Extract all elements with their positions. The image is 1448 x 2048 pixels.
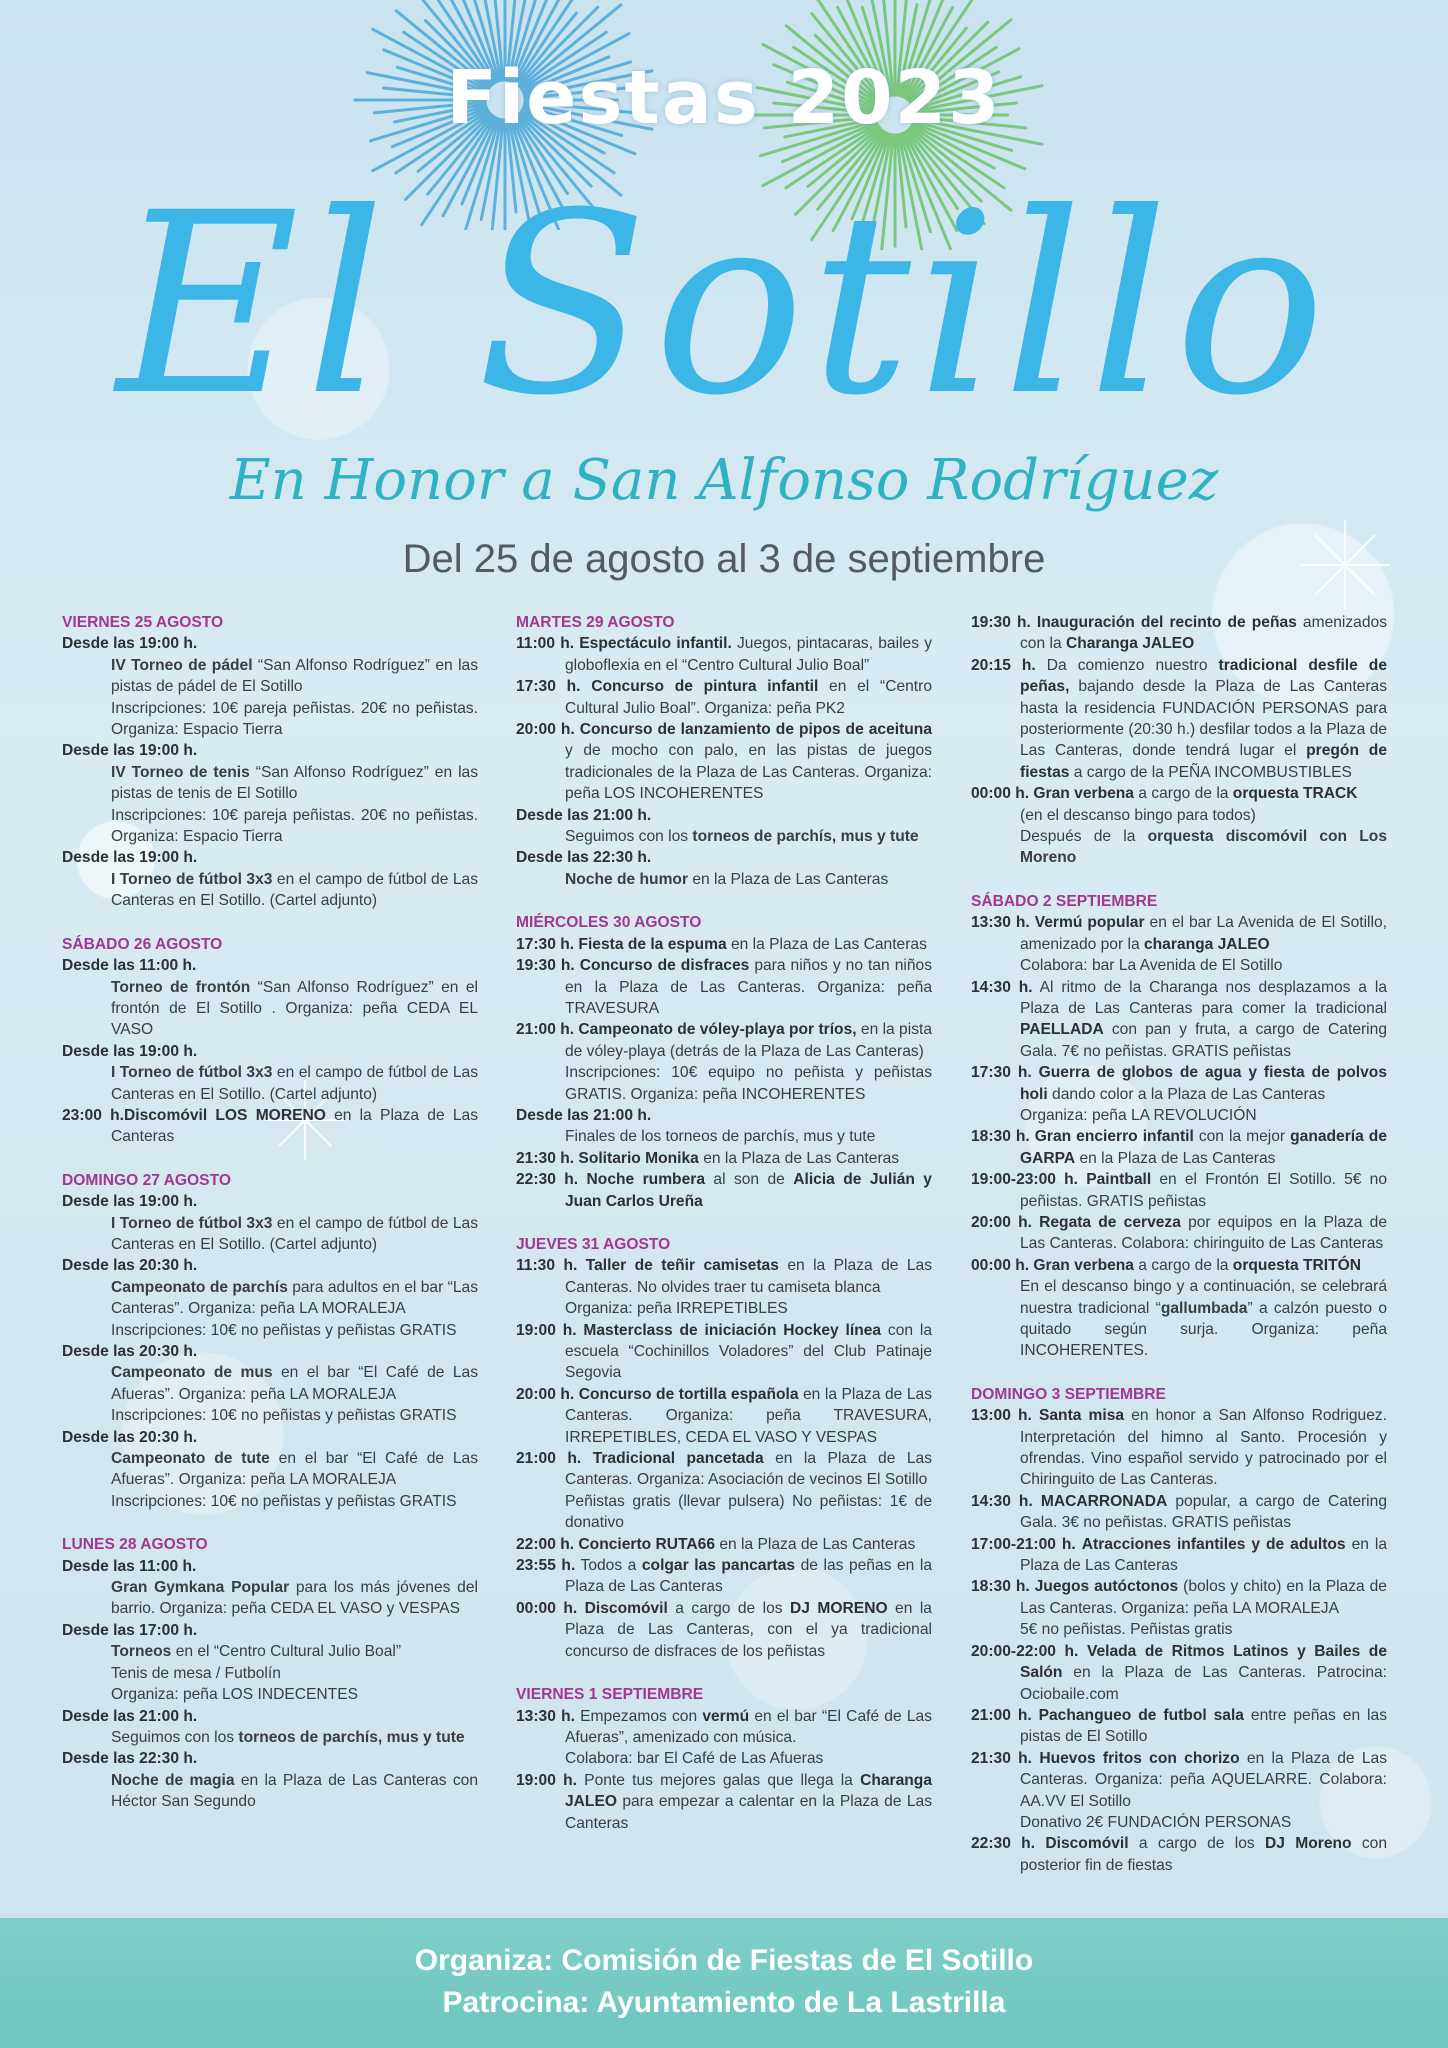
list-item: Noche de humor en la Plaza de Las Canteras	[565, 870, 889, 888]
list-item: 20:00 h. Concurso de lanzamiento de pipos de aceituna y de mocho con palo, en las pistas de juegos tradicionales de la Plaza de Las Canteras. Organiza: peña LOS INCOHERENTES	[516, 721, 932, 803]
list-item: En el descanso bingo y a continuación, se celebrará nuestra tradicional “gallumbada” a calzón puesto o quitado según surja. Organiza: peña INCOHERENTES.	[1020, 1278, 1387, 1360]
list-item: Torneos en el “Centro Cultural Julio Boal”	[111, 1643, 402, 1661]
list-item: Desde las 21:00 h.	[516, 806, 652, 824]
list-item: 20:00 h. Concurso de tortilla española en la Plaza de Las Canteras. Organiza: peña TRAVESURA, IRREPETIBLES, CEDA EL VASO Y VESPAS	[516, 1385, 932, 1446]
schedule-column-3	[971, 612, 1387, 1876]
list-item: IV Torneo de pádel “San Alfonso Rodríguez” en las pistas de pádel de El Sotillo	[111, 656, 479, 696]
list-item: 14:30 h. MACARRONADA popular, a cargo de Catering Gala. 3€ no peñistas. GRATIS peñistas	[971, 1492, 1387, 1532]
list-item: 20:00 h. Regata de cerveza por equipos en la Plaza de Las Canteras. Colabora: chiringuito de Las Canteras	[971, 1213, 1387, 1253]
list-item: 21:30 h. Solitario Monika en la Plaza de Las Canteras	[516, 1149, 900, 1167]
list-item: 17:30 h. Concurso de pintura infantil en el “Centro Cultural Julio Boal”. Organiza: peña PK2	[516, 678, 932, 717]
list-item: Desde las 19:00 h.	[62, 635, 198, 653]
list-item: Desde las 20:30 h.	[62, 1343, 198, 1360]
list-item: 14:30 h. Al ritmo de la Charanga nos desplazamos a la Plaza de Las Canteras para comer la tradicional PAELLADA con pan y fruta, a cargo de Catering Gala. 7€ no peñistas. GRATIS peñistas	[971, 978, 1387, 1060]
list-item: 19:30 h. Inauguración del recinto de peñas amenizados con la Charanga JALEO	[971, 614, 1387, 653]
list-item: Campeonato de parchís para adultos en el bar “Las Canteras”. Organiza: peña LA MORALEJA	[111, 1278, 478, 1318]
list-item: Desde las 21:00 h.	[62, 1707, 198, 1725]
event-subtitle: En Honor a San Alfonso Rodríguez	[229, 448, 1219, 513]
list-item: Finales de los torneos de parchís, mus y tute	[565, 1128, 876, 1146]
header	[0, 0, 1448, 600]
list-item: 21:00 h. Pachangueo de futbol sala entre peñas en las pistas de El Sotillo	[971, 1706, 1387, 1746]
list-item: 11:30 h. Taller de teñir camisetas en la Plaza de Las Canteras. No olvides traer tu camiseta blanca	[516, 1257, 932, 1296]
schedule-column-1	[62, 612, 478, 1813]
list-item: Gran Gymkana Popular para los más jóvenes del barrio. Organiza: peña CEDA EL VASO y VESPAS	[111, 1579, 478, 1618]
day-heading: DOMINGO 3 SEPTIEMBRE	[971, 1385, 1166, 1403]
list-item: (en el descanso bingo para todos)	[1020, 806, 1256, 824]
list-item: Desde las 19:00 h.	[62, 1193, 198, 1211]
list-item: Inscripciones: 10€ no peñistas y peñistas GRATIS	[111, 1407, 457, 1425]
organizer-line: Organiza: Comisión de Fiestas de El Sotillo	[414, 1944, 1034, 1977]
list-item: 00:00 h. Gran verbena a cargo de la orquesta TRACK	[971, 785, 1358, 803]
list-item: Desde las 11:00 h.	[62, 1557, 197, 1575]
list-item: Desde las 19:00 h.	[62, 849, 198, 867]
list-item: 13:00 h. Santa misa en honor a San Alfonso Rodriguez. Interpretación del himno al Santo. Procesión y ofrendas. Vino español servido y patrocinado por el Chiringuito de Las Canteras.	[971, 1407, 1387, 1489]
list-item: 00:00 h. Discomóvil a cargo de los DJ MORENO en la Plaza de Las Canteras, con el ya tradicional concurso de disfraces de los peñistas	[516, 1599, 932, 1660]
list-item: 5€ no peñistas. Peñistas gratis	[1020, 1621, 1233, 1639]
list-item: Desde las 22:30 h.	[516, 849, 652, 867]
list-item: 22:30 h. Discomóvil a cargo de los DJ Moreno con posterior fin de fiestas	[971, 1835, 1388, 1874]
event-title: El Sotillo	[116, 159, 1332, 450]
list-item: 19:00 h. Masterclass de iniciación Hockey línea con la escuela “Cochinillos Voladores” del Club Patinaje Segovia	[516, 1321, 932, 1382]
list-item: 19:00 h. Ponte tus mejores galas que llega la Charanga JALEO para empezar a calentar en la Plaza de Las Canteras	[516, 1771, 933, 1832]
list-item: IV Torneo de tenis “San Alfonso Rodríguez” en las pistas de tenis de El Sotillo	[111, 763, 479, 803]
list-item: 18:30 h. Juegos autóctonos (bolos y chito) en la Plaza de Las Canteras. Organiza: peña LA MORALEJA	[971, 1578, 1387, 1617]
schedule-column-2	[516, 612, 932, 1834]
list-item: Desde las 19:00 h.	[62, 742, 198, 760]
list-item: Torneo de frontón “San Alfonso Rodríguez” en el frontón de El Sotillo . Organiza: peña CEDA EL VASO	[111, 978, 478, 1039]
list-item: Colabora: bar El Café de Las Afueras	[565, 1750, 824, 1768]
day-heading: DOMINGO 27 AGOSTO	[62, 1171, 231, 1189]
list-item: 13:30 h. Empezamos con vermú en el bar “El Café de Las Afueras”, amenizado con música.	[516, 1707, 932, 1746]
list-item: Desde las 20:30 h.	[62, 1428, 198, 1446]
day-heading: VIERNES 25 AGOSTO	[62, 614, 224, 631]
footer	[0, 1918, 1448, 2048]
list-item: 17:00-21:00 h. Atracciones infantiles y de adultos en la Plaza de Las Canteras	[971, 1535, 1387, 1575]
list-item: Colabora: bar La Avenida de El Sotillo	[1020, 957, 1283, 975]
list-item: Inscripciones: 10€ pareja peñistas. 20€ no peñistas. Organiza: Espacio Tierra	[111, 806, 478, 846]
list-item: 21:30 h. Huevos fritos con chorizo en la Plaza de Las Canteras. Organiza: peña AQUELARRE. Colabora: AA.VV El Sotillo	[971, 1749, 1388, 1810]
list-item: 19:30 h. Concurso de disfraces para niños y no tan niños en la Plaza de Las Canteras. Organiza: peña TRAVESURA	[516, 957, 932, 1017]
list-item: Campeonato de tute en el bar “El Café de Las Afueras”. Organiza: peña LA MORALEJA	[111, 1450, 478, 1489]
list-item: 21:00 h. Campeonato de vóley-playa por tríos, en la pista de vóley-playa (detrás de la Plaza de Las Canteras)	[516, 1021, 932, 1060]
list-item: Organiza: peña LOS INDECENTES	[111, 1686, 359, 1704]
list-item: 19:00-23:00 h. Paintball en el Frontón El Sotillo. 5€ no peñistas. GRATIS peñistas	[971, 1171, 1387, 1210]
day-heading: JUEVES 31 AGOSTO	[516, 1235, 671, 1253]
list-item: Peñistas gratis (llevar pulsera) No peñistas: 1€ de donativo	[565, 1492, 932, 1532]
list-item: 22:30 h. Noche rumbera al son de Alicia de Julián y Juan Carlos Ureña	[516, 1171, 932, 1210]
list-item: Inscripciones: 10€ no peñistas y peñistas GRATIS	[111, 1321, 457, 1339]
list-item: Desde las 20:30 h.	[62, 1257, 198, 1275]
event-dates: Del 25 de agosto al 3 de septiembre	[402, 537, 1046, 581]
day-heading: MARTES 29 AGOSTO	[516, 614, 675, 631]
list-item: 13:30 h. Vermú popular en el bar La Avenida de El Sotillo, amenizado por la charanga JALEO	[971, 914, 1387, 953]
day-heading: SÁBADO 2 SEPTIEMBRE	[971, 892, 1158, 910]
day-heading: LUNES 28 AGOSTO	[62, 1536, 208, 1554]
list-item: 17:30 h. Fiesta de la espuma en la Plaza de Las Canteras	[516, 935, 927, 953]
list-item: I Torneo de fútbol 3x3 en el campo de fútbol de Las Canteras en El Sotillo. (Cartel adjunto)	[111, 870, 478, 910]
list-item: Donativo 2€ FUNDACIÓN PERSONAS	[1020, 1813, 1292, 1831]
list-item: Seguimos con los torneos de parchís, mus y tute	[111, 1728, 465, 1746]
list-item: 22:00 h. Concierto RUTA66 en la Plaza de Las Canteras	[516, 1535, 916, 1553]
list-item: Organiza: peña LA REVOLUCIÓN	[1020, 1106, 1257, 1124]
list-item: Desde las 22:30 h.	[62, 1750, 198, 1768]
list-item: 18:30 h. Gran encierro infantil con la mejor ganadería de GARPA en la Plaza de Las Canteras	[971, 1128, 1387, 1167]
list-item: Inscripciones: 10€ equipo no peñista y peñistas GRATIS. Organiza: peña INCOHERENTES	[565, 1064, 932, 1103]
list-item: Desde las 19:00 h.	[62, 1042, 198, 1060]
event-kicker: Fiestas 2023	[446, 55, 1002, 141]
list-item: 00:00 h. Gran verbena a cargo de la orquesta TRITÓN	[971, 1256, 1362, 1274]
list-item: Noche de magia en la Plaza de Las Canteras con Héctor San Segundo	[111, 1771, 479, 1811]
list-item: I Torneo de fútbol 3x3 en el campo de fútbol de Las Canteras en El Sotillo. (Cartel adjunto)	[111, 1064, 478, 1103]
day-heading: MIÉRCOLES 30 AGOSTO	[516, 914, 702, 932]
list-item: 23:55 h. Todos a colgar las pancartas de las peñas en la Plaza de Las Canteras	[516, 1557, 932, 1596]
list-item: Seguimos con los torneos de parchís, mus y tute	[565, 828, 919, 846]
list-item: 20:00-22:00 h. Velada de Ritmos Latinos y Bailes de Salón en la Plaza de Las Canteras. Patrocina: Ociobaile.com	[971, 1642, 1387, 1703]
list-item: Campeonato de mus en el bar “El Café de Las Afueras”. Organiza: peña LA MORALEJA	[111, 1364, 478, 1403]
sponsor-line: Patrocina: Ayuntamiento de La Lastrilla	[442, 1986, 1006, 2019]
list-item: 23:00 h.Discomóvil LOS MORENO en la Plaza de Las Canteras	[62, 1106, 479, 1146]
list-item: 11:00 h. Espectáculo infantil. Juegos, pintacaras, bailes y globoflexia en el “Centro Cultural Julio Boal”	[516, 635, 932, 674]
list-item: Desde las 17:00 h.	[62, 1621, 198, 1639]
list-item: Inscripciones: 10€ no peñistas y peñistas GRATIS	[111, 1492, 457, 1510]
list-item: Desde las 11:00 h.	[62, 957, 197, 975]
list-item: Organiza: peña IRREPETIBLES	[565, 1300, 788, 1318]
day-heading: SÁBADO 26 AGOSTO	[62, 935, 223, 953]
list-item: Después de la orquesta discomóvil con Los Moreno	[1020, 828, 1387, 867]
list-item: Inscripciones: 10€ pareja peñistas. 20€ no peñistas. Organiza: Espacio Tierra	[111, 699, 478, 739]
list-item: 20:15 h. Da comienzo nuestro tradicional desfile de peñas, bajando desde la Plaza de Las Canteras hasta la residencia FUNDACIÓN PERSONAS para posteriormente (20:30 h.) desfilar todos a la Plaza de Las Canteras, donde tendrá lugar el pregón de fiestas a cargo de la PEÑA INCOMBUSTIBLES	[971, 656, 1387, 781]
day-heading: VIERNES 1 SEPTIEMBRE	[516, 1686, 704, 1704]
list-item: 17:30 h. Guerra de globos de agua y fiesta de polvos holi dando color a la Plaza de Las Canteras	[971, 1064, 1387, 1103]
list-item: I Torneo de fútbol 3x3 en el campo de fútbol de Las Canteras en El Sotillo. (Cartel adjunto)	[111, 1214, 478, 1253]
list-item: Tenis de mesa / Futbolín	[111, 1664, 281, 1682]
list-item: 21:00 h. Tradicional pancetada en la Plaza de Las Canteras. Organiza: Asociación de vecinos El Sotillo	[516, 1450, 932, 1489]
list-item: Desde las 21:00 h.	[516, 1106, 652, 1124]
